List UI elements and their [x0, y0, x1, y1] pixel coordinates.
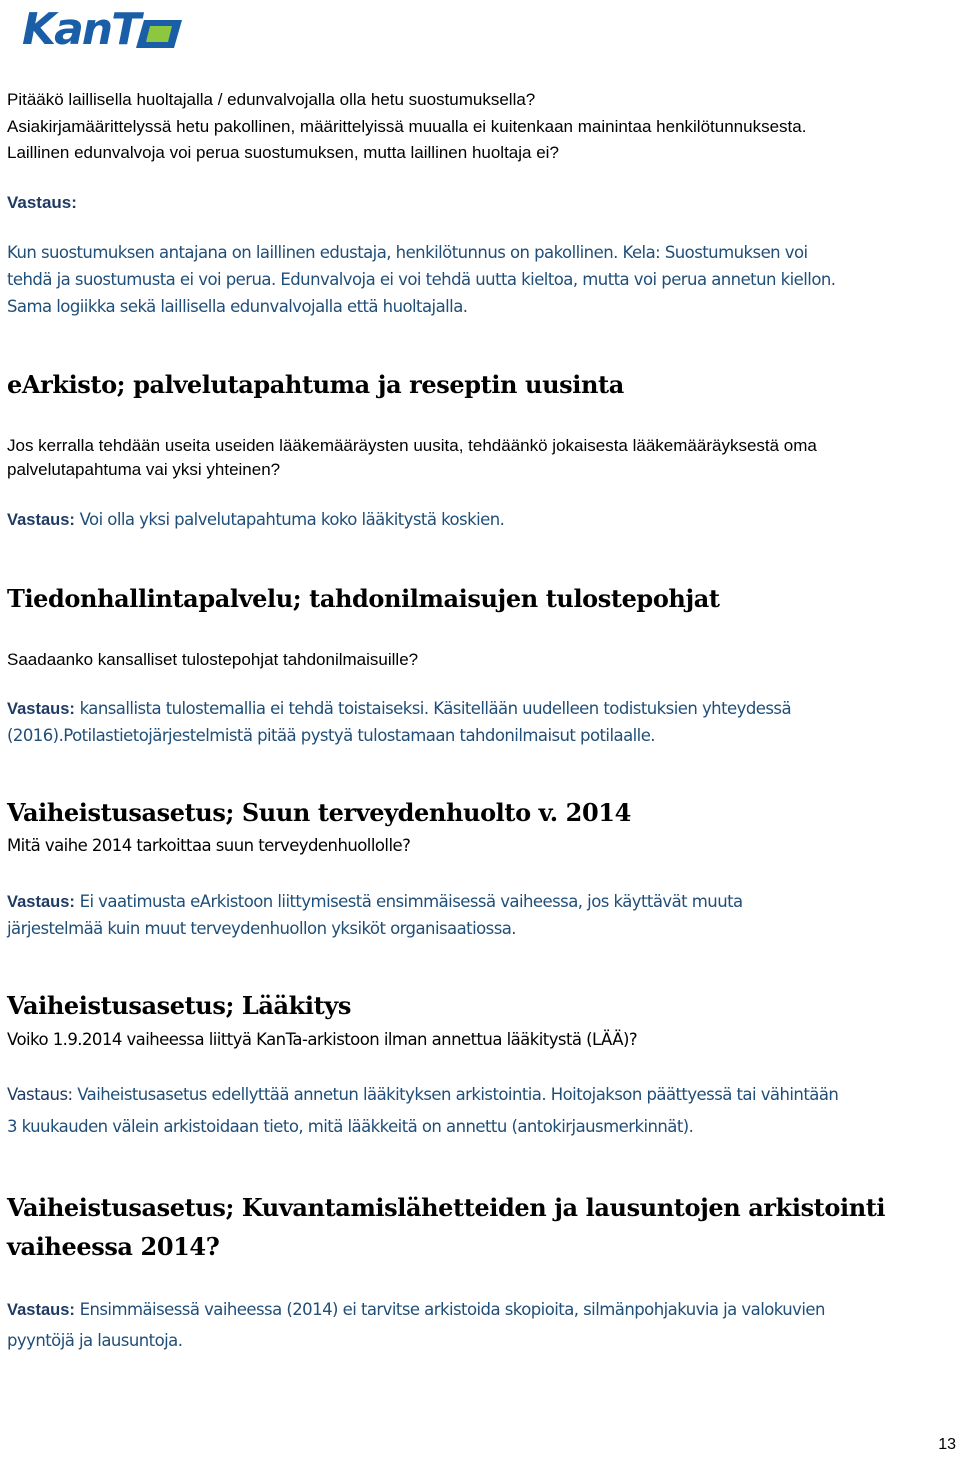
question-line: Jos kerralla tehdään useita useiden lääkemääräysten uusita, tehdäänkö jokaisesta lääkemääräyksestä oma [7, 436, 817, 455]
answer-line: Sama logiikka sekä laillisella edunvalvojalla että huoltajalla. [7, 297, 468, 316]
question-line: palvelutapahtuma vai yksi yhteinen? [7, 460, 281, 479]
question-line: Pitääkö laillisella huoltajalla / edunvalvojalla olla hetu suostumuksella? [7, 90, 536, 109]
answer-label: Vastaus: [7, 700, 75, 718]
kanta-logo [22, 6, 184, 50]
answer-label: Vastaus: [7, 1301, 75, 1319]
answer-line [7, 1300, 825, 1320]
answer-line: järjestelmää kuin muut terveydenhuollon yksiköt organisaatiossa. [7, 919, 517, 938]
section-heading-continued: vaiheessa 2014? [7, 1232, 220, 1261]
answer-line [7, 699, 791, 719]
question-line: Voiko 1.9.2014 vaiheessa liittyä KanTa-arkistoon ilman annettua lääkitystä (LÄÄ)? [7, 1030, 638, 1049]
section-heading: Vaiheistusasetus; Kuvantamislähetteiden ja lausuntojen arkistointi [7, 1193, 886, 1222]
answer-line: pyyntöjä ja lausuntoja. [7, 1331, 183, 1350]
logo-text: KanT [22, 6, 140, 50]
logo-accent-shape [146, 26, 172, 42]
question-line: Asiakirjamäärittelyssä hetu pakollinen, määrittelyissä muualla ei kuitenkaan mainintaa henkilötunnuksesta. [7, 117, 807, 136]
answer-text: Ei vaatimusta eArkistoon liittymisestä ensimmäisessä vaiheessa, jos käyttävät muuta [79, 892, 743, 911]
answer-label: Vastaus: [7, 511, 75, 529]
section-heading: eArkisto; palvelutapahtuma ja reseptin uusinta [7, 370, 624, 399]
answer-line: 3 kuukauden välein arkistoidaan tieto, mitä lääkkeitä on annettu (antokirjausmerkinnät). [7, 1117, 694, 1136]
section-heading: Tiedonhallintapalvelu; tahdonilmaisujen tulostepohjat [7, 584, 720, 613]
answer-line: tehdä ja suostumusta ei voi perua. Edunvalvoja ei voi tehdä uutta kieltoa, mutta voi perua annetun kiellon. [7, 270, 836, 289]
question-line: Mitä vaihe 2014 tarkoittaa suun terveydenhuollolle? [7, 836, 411, 855]
answer-line: (2016).Potilastietojärjestelmistä pitää pystyä tulostamaan tahdonilmaisut potilaalle. [7, 726, 655, 745]
answer-text: kansallista tulostemallia ei tehdä toistaiseksi. Käsitellään uudelleen todistuksien yhteydessä [79, 699, 792, 718]
answer-label: Vastaus: [7, 1085, 73, 1104]
question-line: Saadaanko kansalliset tulostepohjat tahdonilmaisuille? [7, 650, 419, 669]
answer-text: Voi olla yksi palvelutapahtuma koko lääkitystä koskien. [79, 510, 505, 529]
page-number: 13 [938, 1436, 956, 1453]
answer-label: Vastaus: [7, 893, 75, 911]
answer-text: Ensimmäisessä vaiheessa (2014) ei tarvitse arkistoida skopioita, silmänpohjakuvia ja valokuvien [79, 1300, 825, 1319]
answer-text: Vaiheistusasetus edellyttää annetun lääkityksen arkistointia. Hoitojakson päättyessä tai vähintään [77, 1085, 839, 1104]
question-line: Laillinen edunvalvoja voi perua suostumuksen, mutta laillinen huoltaja ei? [7, 143, 559, 162]
answer-line [7, 892, 743, 912]
answer-line [7, 510, 504, 530]
answer-line [7, 1085, 838, 1104]
section-heading: Vaiheistusasetus; Lääkitys [7, 991, 351, 1020]
answer-label: Vastaus: [7, 193, 77, 212]
answer-line: Kun suostumuksen antajana on laillinen edustaja, henkilötunnus on pakollinen. Kela: Suostumuksen voi [7, 243, 808, 262]
section-heading: Vaiheistusasetus; Suun terveydenhuolto v. 2014 [7, 798, 631, 827]
